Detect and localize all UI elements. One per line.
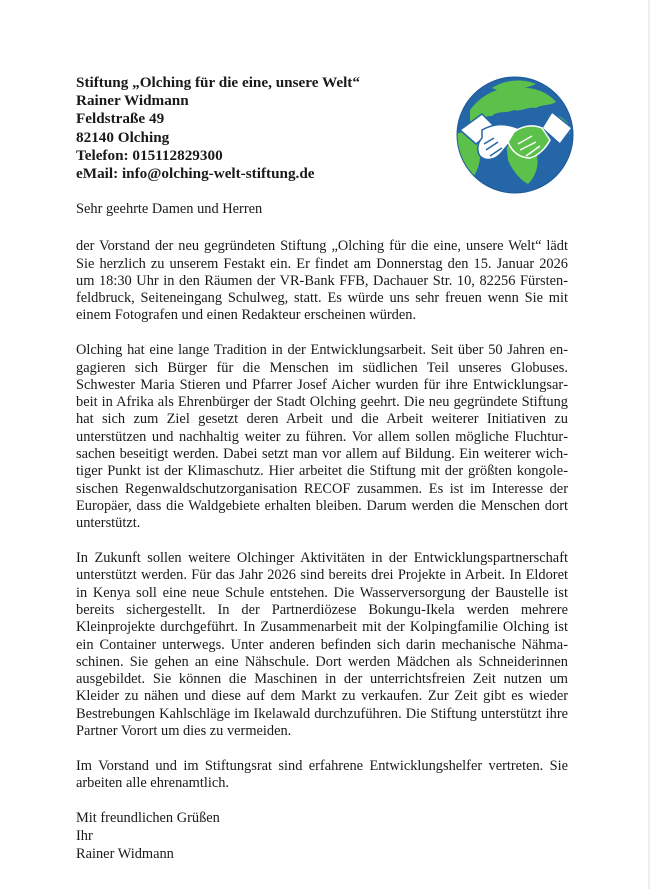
closing-pronoun: Ihr [76,827,93,844]
sender-organization: Stiftung „Olching für die eine, unsere Welt“ [76,74,360,91]
sender-address-block [76,74,436,183]
closing-signature: Rainer Widmann [76,845,174,862]
paragraph-future-projects: In Zukunft sollen weitere Olchinger Aktivitäten in der Entwicklungspartnerschaft unterstützt werden. Für das Jahr 2026 sind bereits drei Projekte in Arbeit. In Eldoret in Kenya soll eine neue Schule entstehen. Die Wasserversorgung der Baustelle ist bereits sichergestellt. In der Partnerdiözese Bokungu-Ikela werden mehrere Kleinprojekte durchgeführt. In Zusammenarbeit mit der Kolpingfamilie Olching ist ein Container unterwegs. Unter anderen befinden sich darin mechanische Nähmaschinen. Sie gehen an eine Nähschule. Dort werden Mädchen als Schneiderinnen ausgebildet. Sie können die Maschinen in der unterrichtsfreien Zeit nutzen um Kleider zu nähen und diese auf dem Markt zu verkaufen. Zur Zeit gibt es wieder Bestrebungen Kahlschläge im Ikelawald durchzuführen. Die Stiftung unterstützt ihre Partner Vorort um dies zu vermeiden. [76,550,568,740]
paragraph-invitation: der Vorstand der neu gegründeten Stiftung „Olching für die eine, unsere Welt“ lädt Sie herzlich zu unserem Festakt ein. Er findet am Donnerstag den 15. Januar 2026 um 18:30 Uhr in den Räumen der VR-Bank FFB, Dachauer Str. 10, 82256 Fürstenfeldbruck, Seiteneingang Schulweg, statt. Es würde uns sehr freuen wenn Sie mit einem Fotografen und einen Redakteur erscheinen würden. [76,238,568,324]
sender-street: Feldstraße 49 [76,110,165,128]
sender-email: eMail: info@olching-welt-stiftung.de [76,165,315,183]
sender-city: 82140 Olching [76,128,170,146]
paragraph-board: Im Vorstand und im Stiftungsrat sind erfahrene Entwicklungshelfer vertreten. Sie arbeiten alle ehrenamtlich. [76,757,568,792]
salutation: Sehr geehrte Damen und Herren [76,201,263,217]
closing-greeting: Mit freundlichen Grüßen [76,809,220,826]
sender-name: Rainer Widmann [76,92,189,110]
globe-handshake-icon [452,72,578,198]
letter-body [76,201,568,863]
sender-phone: Telefon: 015112829300 [76,146,223,164]
closing-block [76,810,568,863]
paragraph-tradition: Olching hat eine lange Tradition in der Entwicklungsarbeit. Seit über 50 Jahren engagieren sich Bürger für die Menschen im südlichen Teil unseres Globuses. Schwester Maria Stieren und Pfarrer Josef Aicher wurden für ihre Entwicklungsarbeit in Afrika als Ehrenbürger der Stadt Olching geehrt. Die neu gegründete Stiftung hat sich zum Ziel gesetzt deren Arbeit und die Arbeit weiterer Initiativen zu unterstützen und nachhaltig weiter zu führen. Vor allem sollen mögliche Fluchtursachen beseitigt werden. Dabei setzt man vor allem auf Bildung. Ein weiterer wichtiger Punkt ist der Klimaschutz. Hier arbeitet die Stiftung mit der größten kongolesischen Regenwaldschutzorganisation RECOF zusammen. Es ist im Interesse der Europäer, dass die Waldgebiete erhalten bleiben. Darum werden die Menschen dort unterstützt. [76,342,568,532]
